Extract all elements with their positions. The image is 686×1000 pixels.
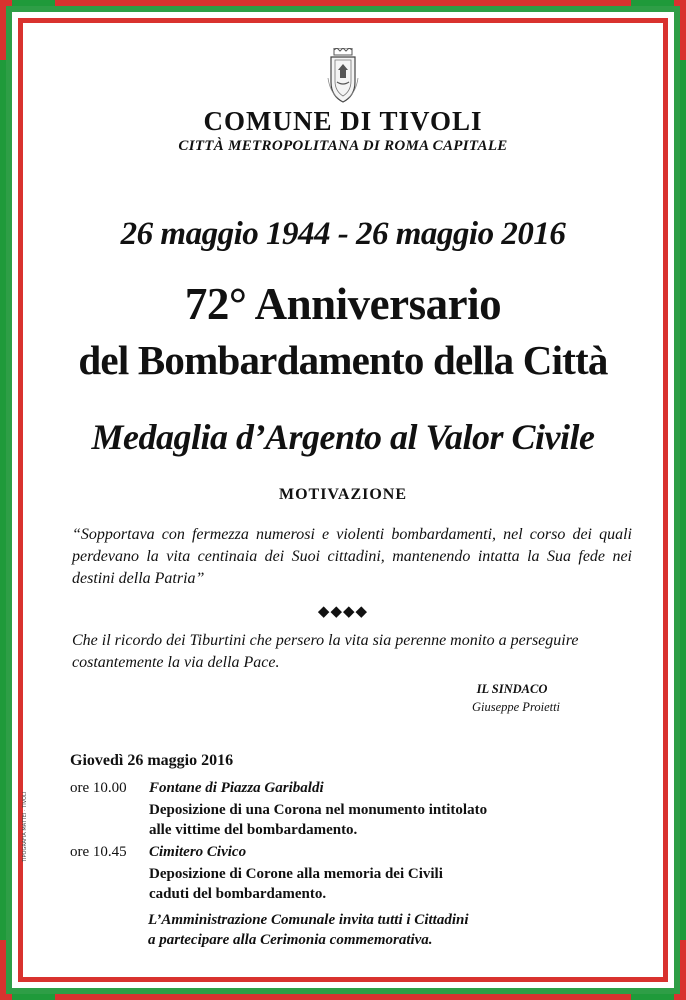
bombing-title: del Bombardamento della Città: [78, 337, 608, 383]
signature-title: IL SINDACO: [476, 682, 548, 696]
signature-name: Giuseppe Proietti: [471, 700, 561, 714]
closing-line: L’Amministrazione Comunale invita tutti i Cittadini: [148, 912, 469, 928]
event-description-line: caduti del bombardamento.: [149, 886, 327, 902]
municipality-subtitle: CITTÀ METROPOLITANA DI ROMA CAPITALE: [178, 138, 508, 154]
poster-content: [30, 30, 656, 970]
commemoration-dates: 26 maggio 1944 - 26 maggio 2016: [120, 216, 566, 252]
event-place: Fontane di Piazza Garibaldi: [149, 780, 324, 796]
diamond-separator: ◆◆◆◆: [317, 604, 369, 620]
memory-text: Che il ricordo dei Tiburtini che persero la vita sia perenne monito a perseguire costantemente la via della Pace.: [72, 632, 579, 671]
event-time: ore 10.45: [70, 844, 127, 860]
municipality-title: COMUNE DI TIVOLI: [203, 106, 483, 136]
motivation-heading: MOTIVAZIONE: [278, 486, 408, 503]
printer-credit: TIPOGRAFIA MATTEI · TIVOLI: [22, 791, 28, 862]
closing-invitation: [148, 910, 628, 950]
event-description-line: Deposizione di Corone alla memoria dei Civili: [149, 866, 443, 882]
event-description-line: Deposizione di una Corona nel monumento intitolato: [149, 802, 488, 818]
event-place: Cimitero Civico: [149, 844, 247, 860]
event-description-line: alle vittime del bombardamento.: [149, 822, 358, 838]
city-coat-of-arms-icon: [326, 48, 360, 104]
motivation-text: “Sopportava con fermezza numerosi e violenti bombardamenti, nel corso dei quali perdevano la vita centinaia dei Suoi cittadini, mantenendo intatta la Sua fede nei destini della Patria”: [72, 526, 632, 587]
closing-line: a partecipare alla Cerimonia commemorativa.: [148, 932, 433, 948]
event-time: ore 10.00: [70, 780, 127, 796]
event-date: Giovedì 26 maggio 2016: [70, 752, 234, 769]
medal-title: Medaglia d’Argento al Valor Civile: [91, 417, 595, 457]
anniversary-title: 72° Anniversario: [184, 279, 502, 329]
